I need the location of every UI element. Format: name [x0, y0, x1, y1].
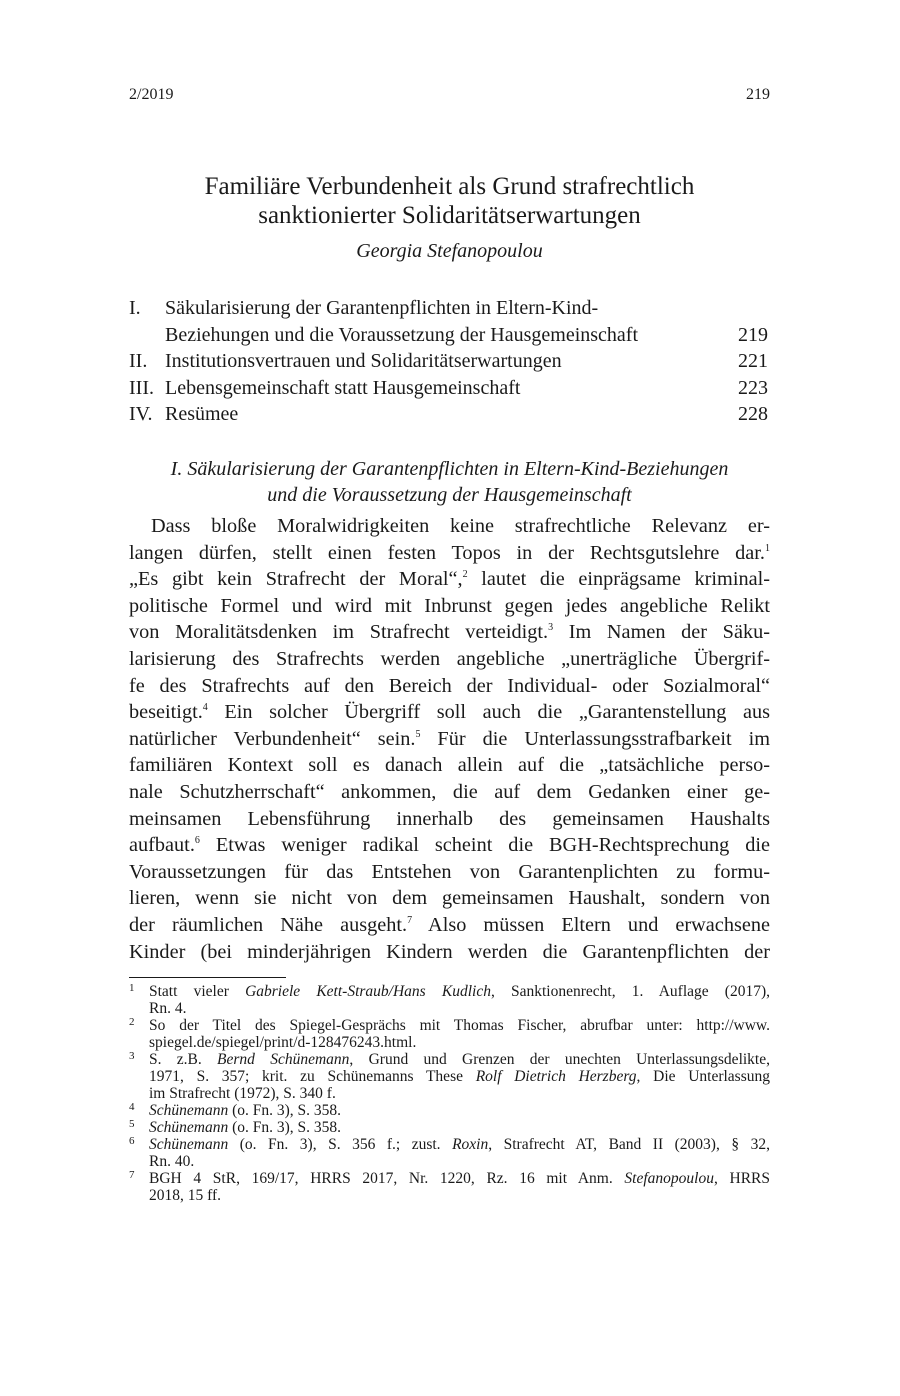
- toc-number: I.: [129, 297, 141, 319]
- title-line: sanktionierter Solidaritätserwartungen: [258, 202, 641, 229]
- toc-text: Institutionsvertrauen und Solidaritätserwartungen: [165, 350, 562, 372]
- footnote: 1 Statt vieler Gabriele Kett-Straub/Hans Kudlich, Sanktionenrecht, 1. Auflage (2017), Rn. 4.: [129, 982, 771, 1017]
- footnote-number: 7: [129, 1169, 135, 1181]
- title-line: Familiäre Verbundenheit als Grund strafrechtlich: [204, 173, 695, 200]
- toc-text: Lebensgemeinschaft statt Hausgemeinschaft: [165, 376, 521, 399]
- issue-number: 2/2019: [129, 86, 174, 103]
- footnote-ref[interactable]: 7: [407, 914, 413, 926]
- body-line: der räumlichen Nähe ausgeht.$^7$ Also müssen Eltern und erwachsene: [129, 913, 770, 936]
- toc-number: III.: [129, 376, 154, 399]
- body-line: beseitigt.$^4$ Ein solcher Übergriff soll auch die „Garantenstellung aus: [129, 701, 770, 724]
- footnote-ref[interactable]: 5: [415, 728, 421, 740]
- article-title: [129, 172, 770, 230]
- footnotes: [129, 983, 770, 1204]
- toc-entry: [129, 348, 770, 375]
- footnote-ref[interactable]: 2: [462, 569, 468, 581]
- footnote: 6 Schünemann (o. Fn. 3), S. 356 f.; zust. Roxin, Strafrecht AT, Band II (2003), § 32, Rn. 40.: [129, 1135, 770, 1170]
- footnote-number: 1: [129, 982, 135, 994]
- toc-page: 223: [738, 376, 768, 399]
- footnote: 3 S. z.B. Bernd Schünemann, Grund und Grenzen der unechten Unterlassungsdelikte, 1971, S. 357; krit. zu Schünemanns These Rolf Dietrich Herzberg, Die Unterlassung im Strafrecht (1972), S. 340 f.: [129, 1050, 770, 1102]
- body-line: „Es gibt kein Strafrecht der Moral“,$^2$ lautet die einprägsame kriminal-: [129, 568, 770, 591]
- body-line: natürlicher Verbundenheit“ sein.$^5$ Für die Unterlassungsstrafbarkeit im: [129, 727, 770, 750]
- toc-text: Säkularisierung der Garantenpflichten in Eltern-Kind-: [165, 297, 599, 319]
- body-line: lieren, wenn sie nicht von dem gemeinsamen Haushalt, sondern von: [129, 887, 770, 910]
- section-heading-line: I. Säkularisierung der Garantenpflichten in Eltern-Kind-Beziehungen: [170, 458, 729, 480]
- footnote-number: 4: [129, 1101, 135, 1113]
- toc-page: 221: [738, 350, 768, 372]
- body-line: Kinder (bei minderjährigen Kindern werden die Garantenpflichten der: [129, 940, 770, 963]
- footnote-ref[interactable]: 4: [202, 702, 208, 714]
- body-line: aufbaut.$^6$ Etwas weniger radikal scheint die BGH-Rechtsprechung die: [129, 834, 770, 857]
- toc-number: IV.: [129, 403, 153, 425]
- body-line: meinsamen Lebensführung innerhalb des gemeinsamen Haushalts: [129, 807, 770, 830]
- body-line: larisierung des Strafrechts werden angebliche „unerträgliche Übergrif-: [129, 647, 770, 670]
- body-line: familiären Kontext soll es danach allein auf die „tatsächliche perso-: [129, 754, 770, 777]
- footnote-separator: [129, 977, 286, 978]
- toc-page: 228: [738, 403, 768, 425]
- footnote-number: 5: [129, 1118, 135, 1130]
- body-line: politische Formel und wird mit Inbrunst gegen jedes angebliche Relikt: [129, 594, 770, 617]
- footnote-ref[interactable]: 3: [548, 622, 554, 634]
- footnote-number: 2: [129, 1016, 135, 1028]
- toc-page: 219: [738, 323, 768, 346]
- toc-number: II.: [129, 350, 148, 372]
- running-header: [129, 86, 770, 106]
- footnote: 2 So der Titel des Spiegel-Gesprächs mit Thomas Fischer, abrufbar unter: http://www. spiegel.de/spiegel/print/d-128476243.html.: [129, 1016, 770, 1051]
- toc-entry: [129, 375, 770, 402]
- body-line: von Moralitätsdenken im Strafrecht verteidigt.$^3$ Im Namen der Säku-: [129, 621, 770, 644]
- footnote: 4 Schünemann (o. Fn. 3), S. 358.: [129, 1101, 342, 1119]
- footnote-ref[interactable]: 1: [765, 542, 770, 554]
- body-line: fe des Strafrechts auf den Bereich der Individual- oder Sozialmoral“: [129, 674, 770, 697]
- toc-text: Resümee: [165, 403, 239, 425]
- body-line: langen dürfen, stellt einen festen Topos in der Rechtsgutslehre dar.$^1$: [129, 541, 770, 564]
- toc-entry: [129, 401, 770, 428]
- body-paragraph: [129, 513, 770, 965]
- page-number: 219: [746, 86, 770, 103]
- footnote: 5 Schünemann (o. Fn. 3), S. 358.: [129, 1118, 342, 1136]
- footnote-number: 3: [129, 1050, 135, 1062]
- toc-text: Beziehungen und die Voraussetzung der Hausgemeinschaft: [165, 323, 639, 346]
- table-of-contents: [129, 295, 770, 428]
- footnote: 7 BGH 4 StR, 169/17, HRRS 2017, Nr. 1220, Rz. 16 mit Anm. Stefanopoulou, HRRS 2018, 15 ff.: [129, 1169, 770, 1204]
- body-line: Voraussetzungen für das Entstehen von Garantenplichten zu formu-: [129, 860, 770, 883]
- footnote-ref[interactable]: 6: [194, 835, 200, 847]
- toc-entry: [129, 295, 770, 322]
- section-heading-line: und die Voraussetzung der Hausgemeinschaft: [267, 484, 632, 506]
- footnote-number: 6: [129, 1135, 135, 1147]
- author-name: Georgia Stefanopoulou: [356, 240, 543, 262]
- section-heading: [129, 456, 770, 508]
- toc-entry: [129, 322, 770, 349]
- body-line: Dass bloße Moralwidrigkeiten keine strafrechtliche Relevanz er-: [151, 515, 770, 537]
- body-line: nale Schutzherrschaft“ ankommen, die auf dem Gedanken einer ge-: [129, 780, 770, 803]
